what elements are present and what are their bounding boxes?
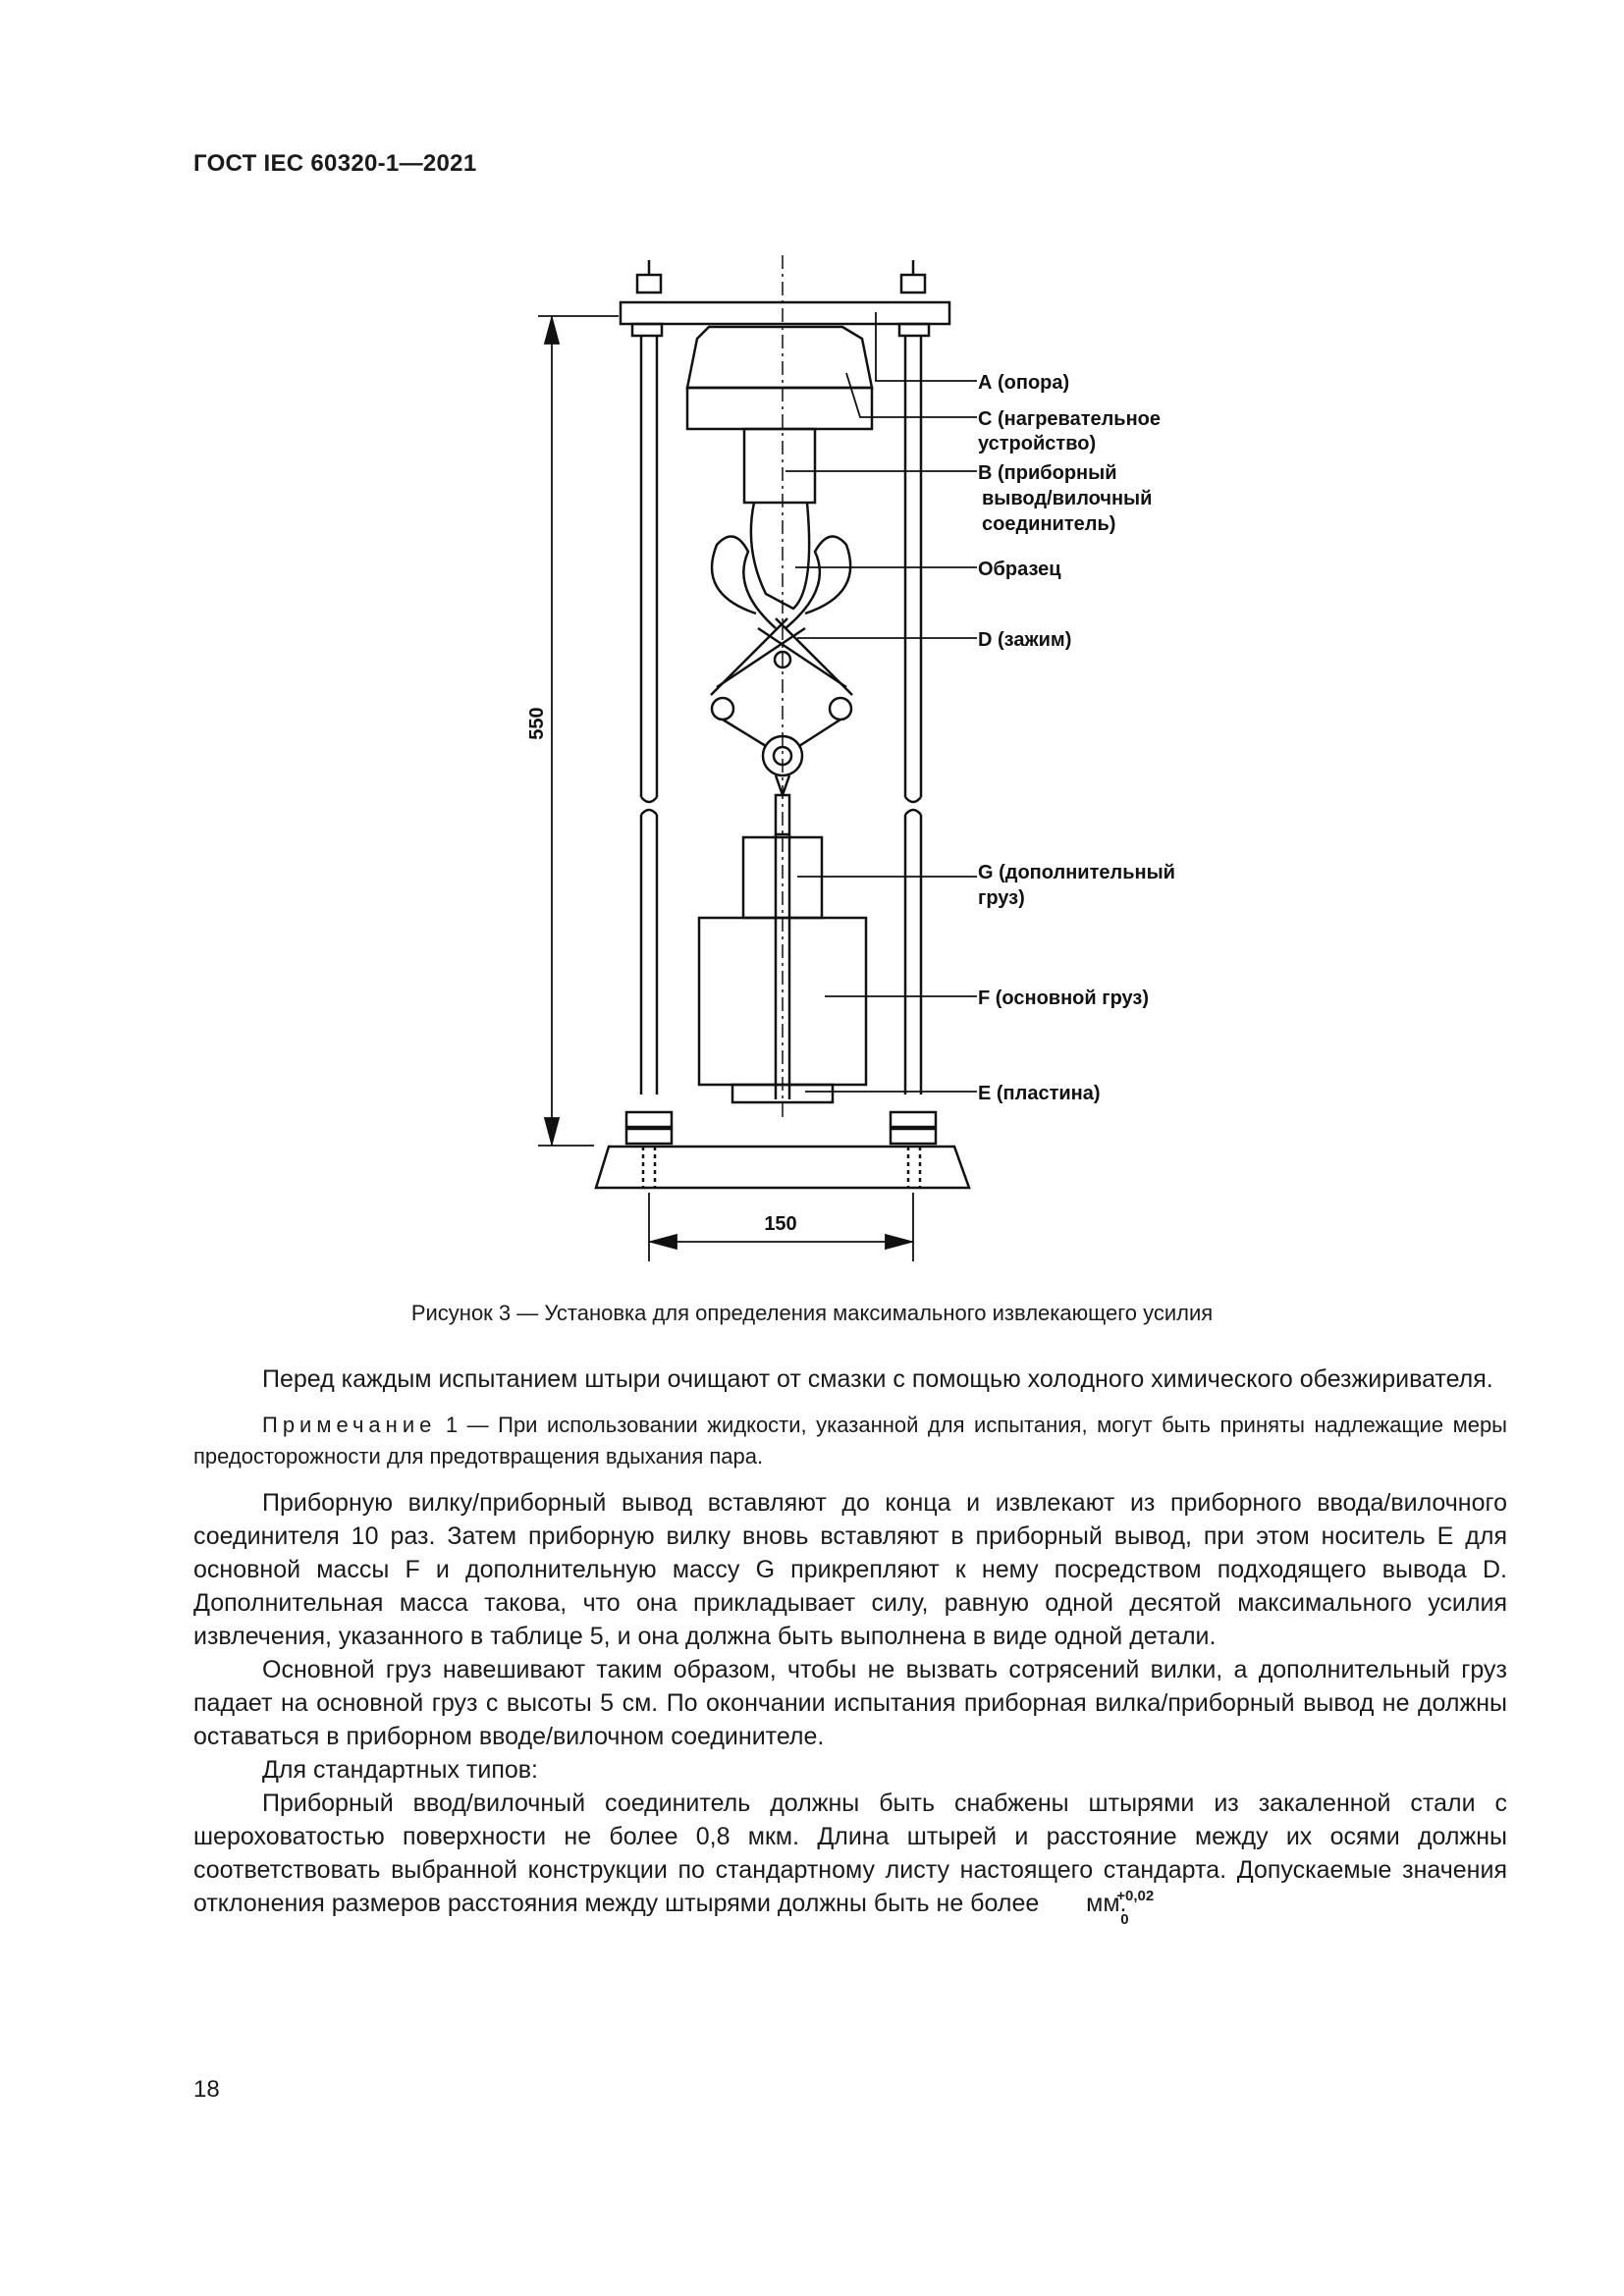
tolerance-upper: +0,02 <box>1116 1888 1155 1904</box>
label-b-outlet-line3: соединитель) <box>982 513 1116 535</box>
right-bottom-nut-2 <box>891 1129 936 1144</box>
label-c-heater-line1: С (нагревательное <box>978 408 1162 430</box>
page-number: 18 <box>193 2076 220 2103</box>
heating-device-c <box>687 327 872 388</box>
left-upper-collar <box>632 324 662 336</box>
base-plate <box>596 1147 969 1188</box>
label-a-support: А (опора) <box>978 372 1070 394</box>
document-header: ГОСТ IEC 60320-1—2021 <box>193 150 477 177</box>
right-top-nut <box>901 275 925 293</box>
label-f-weight: F (основной груз) <box>978 988 1149 1009</box>
left-top-nut <box>637 275 661 293</box>
right-rod <box>905 336 921 1095</box>
paragraph-5 <box>193 1787 1507 1928</box>
paragraph-2: Приборную вилку/приборный вывод вставляют до конца и извлекают из приборного ввода/вилочного соединителя 10 раз. Затем приборную вилку вновь вставляют в приборный вывод, при этом носитель Е для основной массы F и дополнительную массу G прикрепляют к нему посредством подходящего вывода D. Дополнительная масса такова, что она прикладывает силу, равную одной десятой максимального усилия извлечения, указанного в таблице 5, и она должна быть выполнена в виде одной детали. <box>193 1489 1507 1650</box>
appliance-outlet-b <box>744 429 815 503</box>
left-bottom-nut-1 <box>626 1112 672 1127</box>
left-bottom-nut-2 <box>626 1129 672 1144</box>
dimension-550 <box>538 316 619 1146</box>
label-g-weight-line1: G (дополнительный <box>978 862 1175 883</box>
right-upper-collar <box>899 324 929 336</box>
figure-caption: Рисунок 3 — Установка для определения максимального извлекающего усилия <box>410 1301 1214 1325</box>
label-b-outlet-line2: вывод/вилочный <box>982 488 1153 509</box>
paragraph-1: Перед каждым испытанием штыри очищают от смазки с помощью холодного химического обезжиривателя. <box>262 1365 1493 1393</box>
paragraph-5-unit: мм. <box>1079 1890 1127 1917</box>
label-d-clamp: D (зажим) <box>978 629 1072 651</box>
specimen <box>751 503 809 609</box>
left-rod <box>641 336 657 1095</box>
note-text: 1 — При использовании жидкости, указанной для испытания, могут быть приняты надлежащие меры предосторожности для предотвращения вдыхания пара. <box>193 1413 1507 1468</box>
note-prefix: Примечание <box>262 1413 437 1437</box>
label-specimen: Образец <box>978 559 1061 580</box>
tolerance-lower: 0 <box>1120 1911 1129 1928</box>
top-plate-a <box>621 302 949 324</box>
clamp-d <box>711 536 852 775</box>
label-c-heater-line2: устройство) <box>978 433 1097 454</box>
label-b-outlet-line1: В (приборный <box>978 462 1117 484</box>
body-text <box>193 1362 1507 1928</box>
dimension-height-label: 550 <box>526 707 548 740</box>
paragraph-3: Основной груз навешивают таким образом, чтобы не вызвать сотрясений вилки, а дополнительный груз падает на основной груз с высоты 5 см. По окончании испытания приборная вилка/приборный вывод не должны оставаться в приборном вводе/вилочном соединителе. <box>193 1656 1507 1750</box>
paragraph-5-text: Приборный ввод/вилочный соединитель должны быть снабжены штырями из закаленной стали с шероховатостью поверхности не более 0,8 мкм. Длина штырей и расстояние между их осями должны соответствовать выбранной конструкции по стандартному листу настоящего стандарта. Допускаемые значения отклонения размеров расстояния между штырями должны быть не более <box>193 1789 1507 1917</box>
paragraph-4: Для стандартных типов: <box>262 1756 538 1784</box>
heating-device-base <box>687 388 872 429</box>
leader-c <box>846 373 977 417</box>
label-e-plate: Е (пластина) <box>978 1083 1101 1104</box>
right-bottom-nut-1 <box>891 1112 936 1127</box>
dimension-width-label: 150 <box>764 1213 797 1235</box>
label-g-weight-line2: груз) <box>978 887 1025 909</box>
note-1 <box>193 1410 1507 1472</box>
leader-a <box>876 312 977 381</box>
